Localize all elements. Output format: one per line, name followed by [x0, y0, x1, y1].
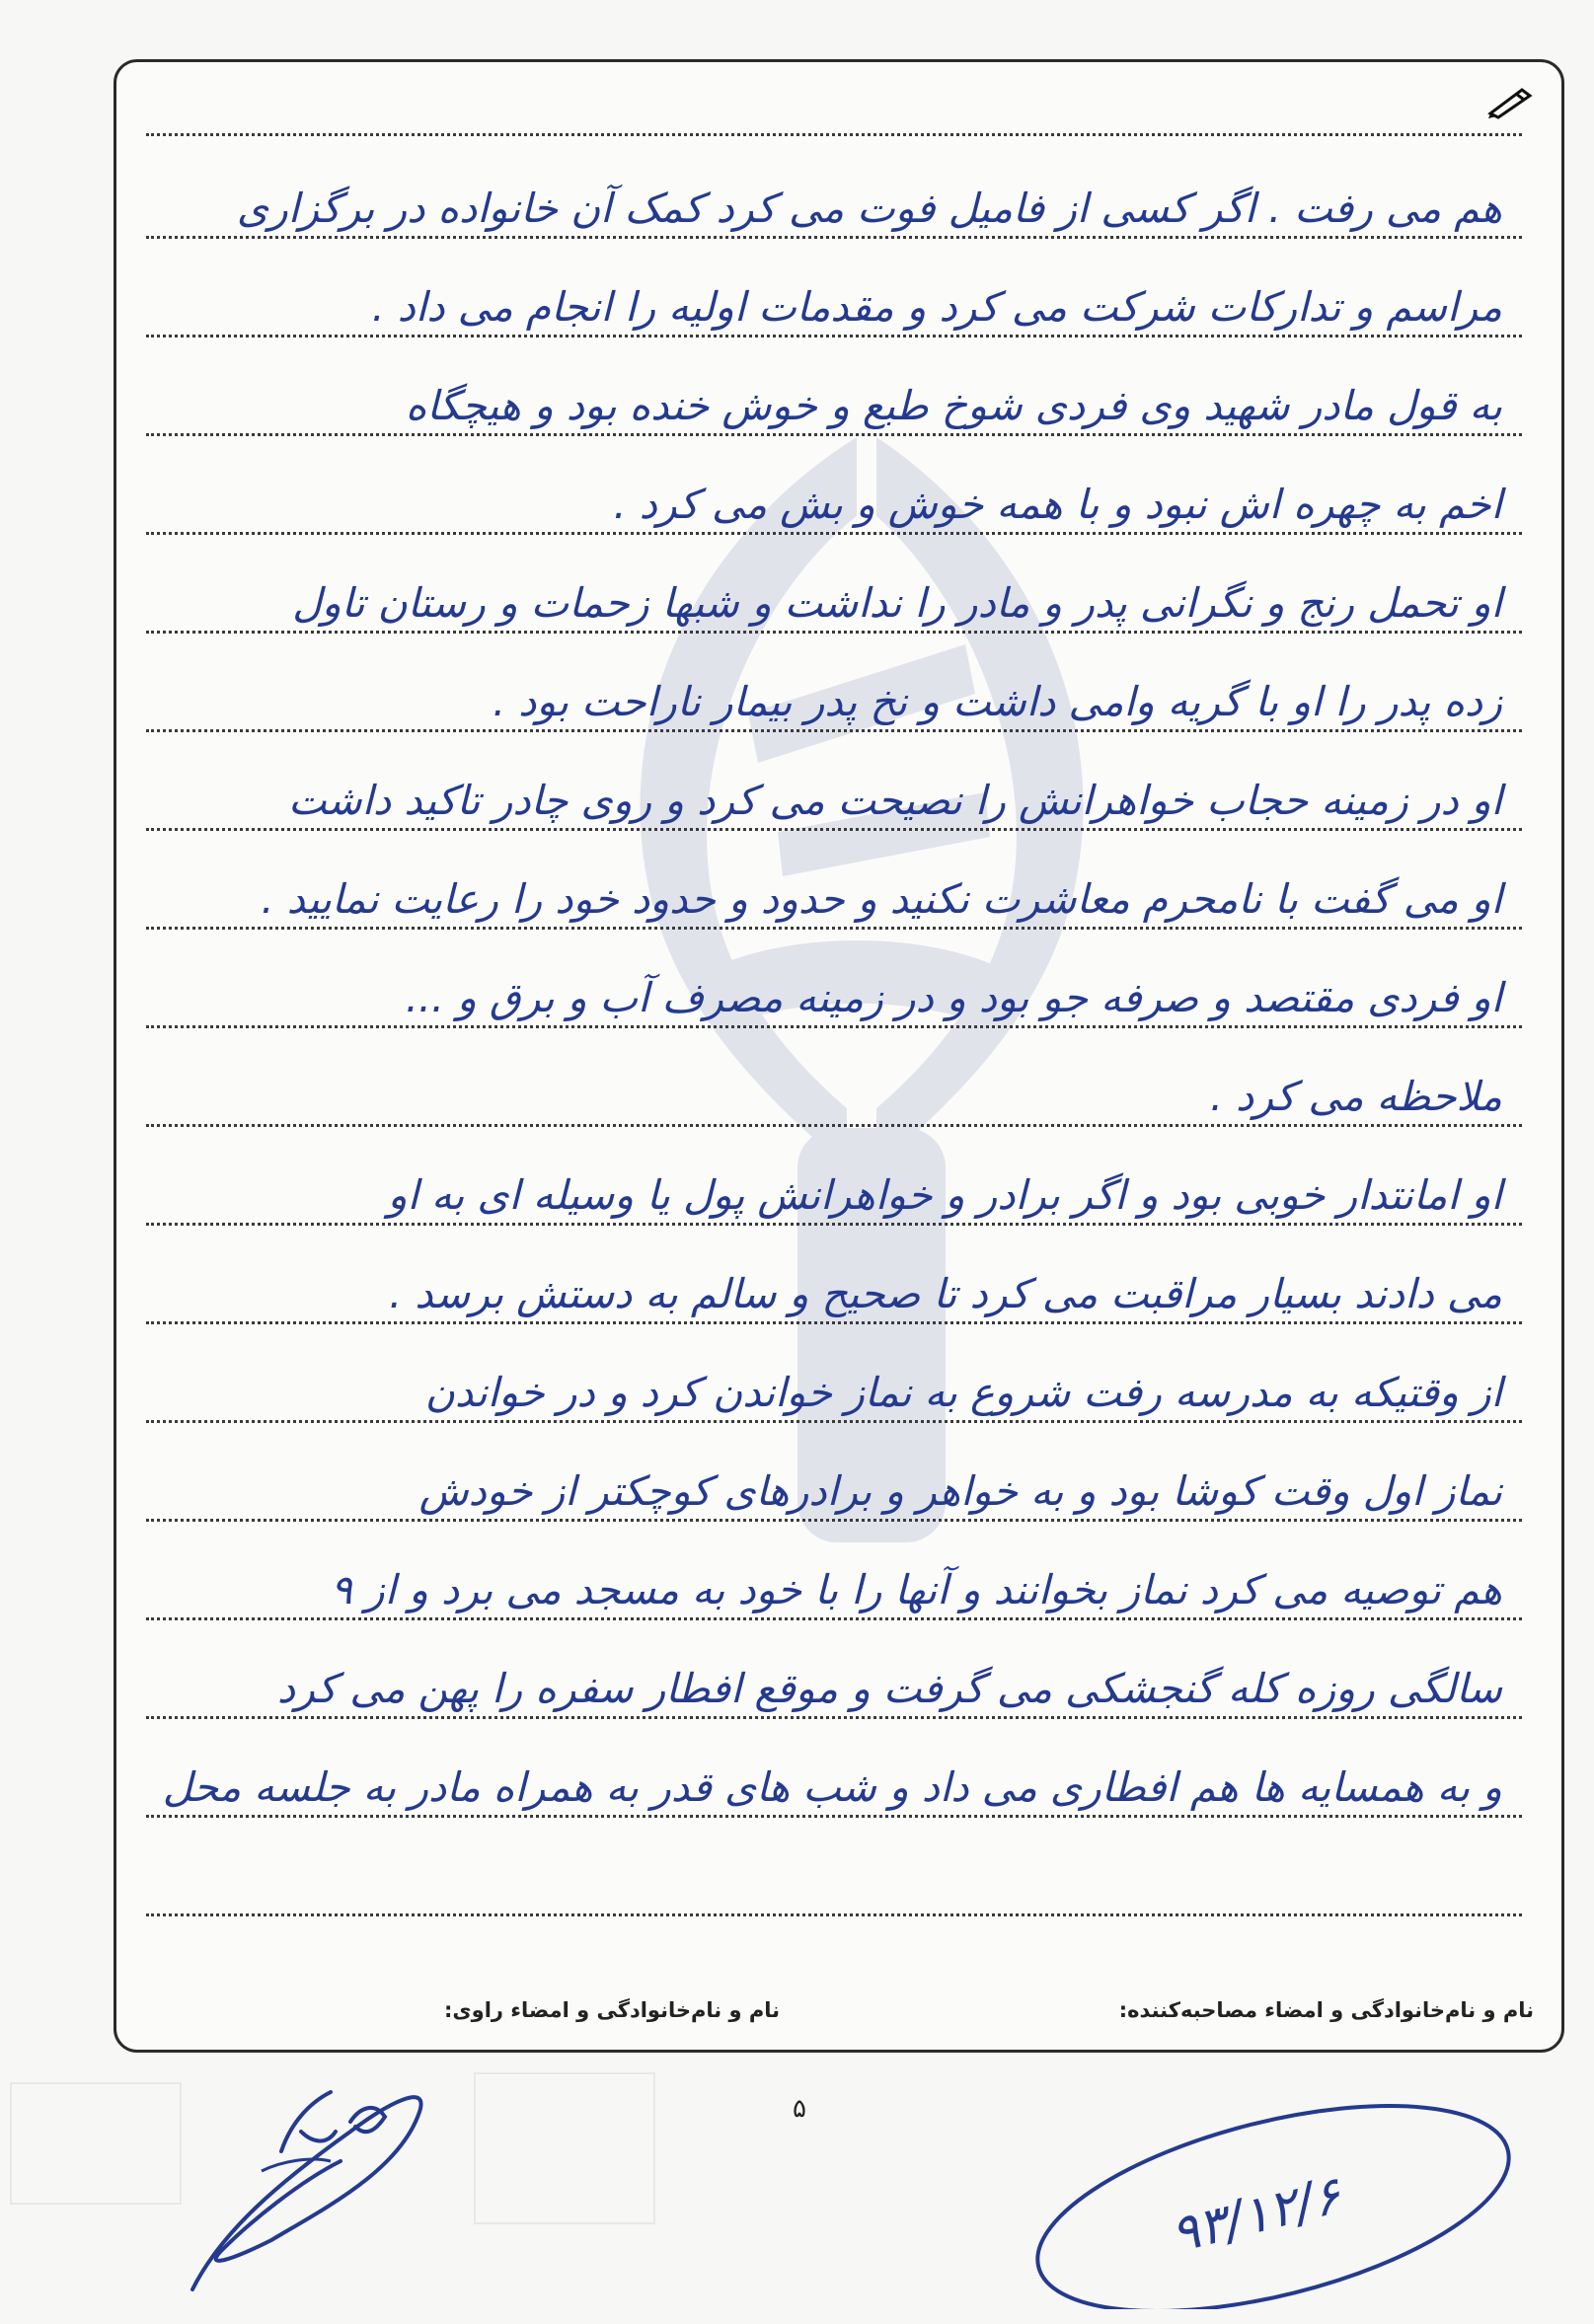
handwritten-line: و به همسایه ها هم افطاری می داد و شب های قدر به همراه مادر به جلسه محل	[162, 1763, 1502, 1811]
ruled-lines-area	[146, 62, 1522, 2050]
ruled-line	[146, 236, 1522, 239]
handwritten-line: ملاحظه می کرد .	[1209, 1073, 1502, 1120]
signing-date: ۹۳/۱۲/۶	[1165, 2165, 1347, 2266]
ghost-stamp	[10, 2082, 182, 2205]
handwritten-line: او می گفت با نامحرم معاشرت نکنید و حدود و حدود خود را رعایت نمایید .	[261, 875, 1502, 923]
handwritten-line: هم می رفت . اگر کسی از فامیل فوت می کرد کمک آن خانواده در برگزاری	[236, 185, 1502, 232]
ruled-line	[146, 335, 1522, 337]
ruled-line	[146, 1420, 1522, 1423]
ruled-line	[146, 1716, 1522, 1719]
handwritten-line: نماز اول وقت کوشا بود و به خواهر و برادرهای کوچکتر از خودش	[418, 1467, 1502, 1515]
ruled-line	[146, 532, 1522, 535]
interview-form-sheet	[114, 59, 1564, 2053]
ruled-line	[146, 1913, 1522, 1916]
handwritten-line: او امانتدار خوبی بود و اگر برادر و خواهرانش پول یا وسیله ای به او	[387, 1171, 1502, 1219]
handwritten-line: اخم به چهره اش نبود و با همه خوش و بش می کرد .	[613, 481, 1502, 528]
handwritten-line: می دادند بسیار مراقبت می کرد تا صحیح و سالم به دستش برسد .	[389, 1270, 1502, 1317]
page-number: ۵	[793, 2094, 806, 2124]
ruled-line	[146, 927, 1522, 930]
ruled-line	[146, 828, 1522, 831]
ghost-stamp	[474, 2072, 655, 2224]
ruled-line	[146, 1815, 1522, 1818]
handwritten-line: هم توصیه می کرد نماز بخوانند و آنها را با خود به مسجد می برد و از ۹	[330, 1566, 1502, 1613]
ruled-line	[146, 631, 1522, 634]
ruled-line	[146, 1519, 1522, 1522]
handwritten-line: او فردی مقتصد و صرفه جو بود و در زمینه مصرف آب و برق و ...	[405, 974, 1502, 1021]
interviewer-signature-label: نام و نام‌خانوادگی و امضاء مصاحبه‌کننده:	[1118, 1998, 1534, 2022]
ruled-line	[146, 1025, 1522, 1028]
ruled-line	[146, 1321, 1522, 1324]
ruled-line	[146, 1223, 1522, 1226]
narrator-signature-label: نام و نام‌خانوادگی و امضاء راوی:	[444, 1998, 780, 2022]
handwritten-line: او در زمینه حجاب خواهرانش را نصیحت می کرد و روی چادر تاکید داشت	[287, 777, 1502, 824]
handwritten-line: به قول مادر شهید وی فردی شوخ طبع و خوش خنده بود و هیچگاه	[405, 382, 1502, 429]
handwritten-line: از وقتیکه به مدرسه رفت شروع به نماز خواندن کرد و در خواندن	[424, 1369, 1502, 1416]
ruled-line	[146, 1124, 1522, 1127]
handwritten-line: او تحمل رنج و نگرانی پدر و مادر را نداشت و شبها زحمات و رستان تاول	[292, 579, 1502, 627]
handwritten-line: مراسم و تدارکات شرکت می کرد و مقدمات اولیه را انجام می داد .	[371, 283, 1502, 331]
handwritten-line: زده پدر را او با گریه وامی داشت و نخ پدر بیمار ناراحت بود .	[493, 678, 1502, 725]
ruled-line	[146, 1617, 1522, 1620]
ruled-line	[146, 729, 1522, 732]
ruled-line	[146, 433, 1522, 436]
handwritten-line: سالگی روزه کله گنجشکی می گرفت و موقع افطار سفره را پهن می کرد	[276, 1665, 1502, 1712]
ruled-line	[146, 133, 1522, 136]
signature-icon	[163, 2062, 449, 2309]
